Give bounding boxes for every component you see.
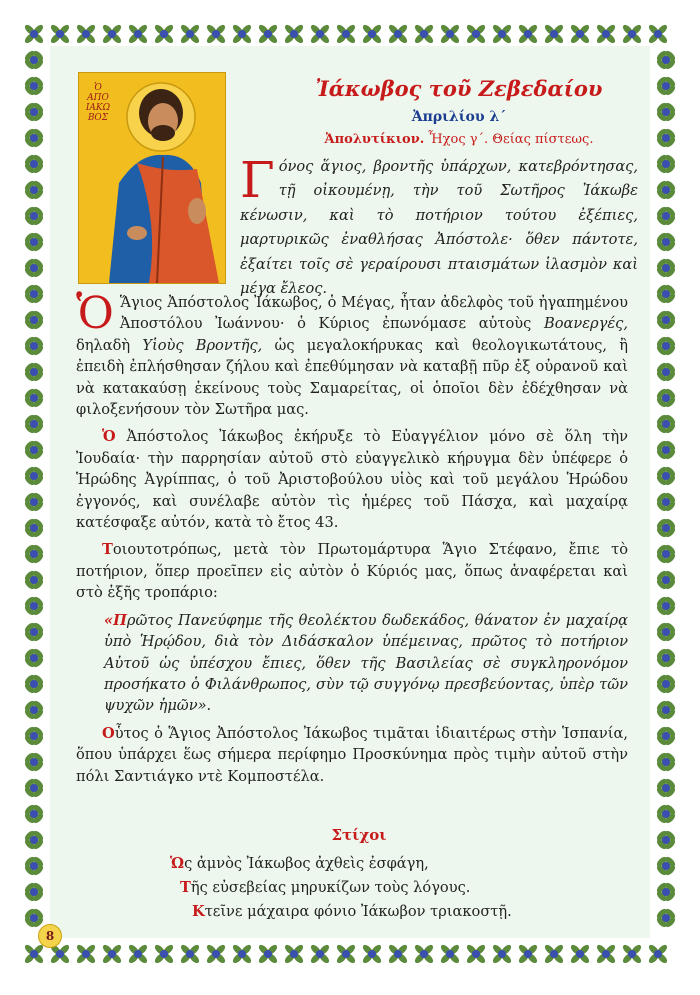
garland-sprig bbox=[621, 23, 642, 44]
garland-sprig bbox=[655, 257, 676, 278]
feast-date: Ἀπριλίου λ΄ bbox=[411, 109, 507, 125]
troparion-text: ρῶτος Πανεύφημε τῆς θεολέκτου δωδεκάδος, θάνατον ἐν μαχαίρᾳ ὑπὸ Ἡρῴδου, διὰ τὸν Διδάσκαλον ὑπέμεινας, πρῶτος τὸ ποτήριον Αὐτοῦ ὡς ὑπέσχου ἔπιες, ὅθεν τῆς Βασιλείας σὲ συγκληρονόμον προσήκατο ὁ Φιλάνθρωπος, σὺν τῷ συγγόνῳ πρεσβεύοντας, ὑπὲρ τῶν ψυχῶν ἡμῶν». bbox=[104, 611, 628, 715]
garland-sprig bbox=[655, 803, 676, 824]
stichos-2-initial: Τ bbox=[180, 879, 191, 896]
garland-sprig bbox=[413, 943, 434, 964]
garland-sprig bbox=[257, 23, 278, 44]
garland-sprig bbox=[23, 283, 44, 304]
garland-sprig bbox=[23, 101, 44, 122]
apolytikion-tone: Ἦχος γ΄. Θείας πίστεως. bbox=[428, 132, 594, 147]
garland-sprig bbox=[23, 335, 44, 356]
garland-sprig bbox=[655, 309, 676, 330]
garland-sprig bbox=[655, 569, 676, 590]
garland-sprig bbox=[23, 517, 44, 538]
garland-sprig bbox=[655, 387, 676, 408]
garland-sprig bbox=[23, 569, 44, 590]
paragraph-4-text: ὗτος ὁ Ἅγιος Ἀπόστολος Ἰάκωβος τιμᾶται ἰδιαιτέρως στὴν Ἱσπανία, ὅπου ὑπάρχει ἕως σήμερα περίφημο Προσκύνημα πρὸς τιμὴν αὐτοῦ στὴν πόλι Σαντιάγκο ντὲ Κομποστέλα. bbox=[76, 724, 628, 785]
apolytikion-label: Ἀπολυτίκιον. bbox=[324, 132, 425, 147]
garland-sprig bbox=[23, 803, 44, 824]
garland-sprig bbox=[621, 943, 642, 964]
garland-sprig bbox=[655, 231, 676, 252]
icon-inscription: Ὁ ΑΠΟ ΙΑΚΩ ΒΟΣ bbox=[85, 83, 111, 123]
garland-sprig bbox=[655, 439, 676, 460]
garland-sprig bbox=[647, 943, 668, 964]
garland-sprig bbox=[543, 23, 564, 44]
garland-sprig bbox=[647, 23, 668, 44]
garland-sprig bbox=[335, 943, 356, 964]
garland-sprig bbox=[23, 943, 44, 964]
apolytikion-heading bbox=[240, 132, 678, 147]
garland-sprig bbox=[23, 179, 44, 200]
garland-sprig bbox=[655, 595, 676, 616]
garland-sprig bbox=[655, 881, 676, 902]
garland-sprig bbox=[655, 517, 676, 538]
garland-sprig bbox=[569, 943, 590, 964]
garland-sprig bbox=[655, 361, 676, 382]
garland-sprig bbox=[439, 23, 460, 44]
garland-sprig bbox=[283, 943, 304, 964]
garland-sprig bbox=[231, 943, 252, 964]
garland-sprig bbox=[23, 595, 44, 616]
garland-sprig bbox=[335, 23, 356, 44]
garland-sprig bbox=[655, 699, 676, 720]
garland-sprig bbox=[23, 309, 44, 330]
garland-sprig bbox=[655, 647, 676, 668]
garland-sprig bbox=[23, 439, 44, 460]
garland-sprig bbox=[179, 943, 200, 964]
garland-sprig bbox=[655, 413, 676, 434]
quote-open-mark: « bbox=[104, 611, 114, 629]
garland-sprig bbox=[127, 943, 148, 964]
stichos-line-2 bbox=[170, 876, 630, 900]
garland-sprig bbox=[595, 23, 616, 44]
paragraph-4 bbox=[76, 723, 628, 787]
garland-sprig bbox=[517, 943, 538, 964]
paragraph-3-text: οιουτοτρόπως, μετὰ τὸν Πρωτομάρτυρα Ἅγιο Στέφανο, ἔπιε τὸ ποτήριον, ὅπερ προεῖπεν εἰς αὐτὸν ὁ Κύριός μας, ὅπως ἀναφέρεται καὶ στὸ ἑξῆς τροπάριο: bbox=[76, 541, 628, 602]
garland-sprig bbox=[655, 283, 676, 304]
garland-sprig bbox=[23, 491, 44, 512]
garland-sprig bbox=[387, 23, 408, 44]
stichos-line-3 bbox=[170, 900, 630, 924]
garland-sprig bbox=[205, 943, 226, 964]
garland-sprig bbox=[23, 257, 44, 278]
garland-sprig bbox=[23, 907, 44, 928]
garland-sprig bbox=[23, 543, 44, 564]
stichos-1-initial: Ὡ bbox=[170, 855, 185, 872]
garland-sprig bbox=[231, 23, 252, 44]
paragraph-1-drop-cap: Ὁ bbox=[76, 288, 114, 339]
garland-sprig bbox=[655, 335, 676, 356]
stichos-1-text: ς ἀμνὸς Ἰάκωβος ἀχθεὶς ἐσφάγη, bbox=[184, 855, 429, 872]
garland-sprig bbox=[23, 153, 44, 174]
garland-sprig bbox=[49, 23, 70, 44]
garland-sprig bbox=[517, 23, 538, 44]
garland-sprig bbox=[491, 943, 512, 964]
garland-sprig bbox=[595, 943, 616, 964]
garland-sprig bbox=[655, 751, 676, 772]
garland-sprig bbox=[655, 829, 676, 850]
stichoi-heading: Στίχοι bbox=[331, 826, 387, 844]
garland-sprig bbox=[655, 49, 676, 70]
troparion-quote bbox=[76, 610, 628, 717]
garland-sprig bbox=[23, 23, 44, 44]
garland-sprig bbox=[153, 23, 174, 44]
paragraph-3-initial: Τ bbox=[102, 541, 113, 559]
garland-sprig bbox=[543, 943, 564, 964]
garland-sprig bbox=[205, 23, 226, 44]
garland-sprig bbox=[257, 943, 278, 964]
garland-sprig bbox=[23, 361, 44, 382]
garland-sprig bbox=[75, 943, 96, 964]
hymn-body: όνος ἅγιος, βροντῆς ὑπάρχων, κατεβρόντησας, τῇ οἰκουμένῃ, τὴν τοῦ Σωτῆρος Ἰάκωβε κένωσιν, καὶ τὸ ποτήριον τούτου ἐξέπιες, μαρτυρικῶς ἐναθλήσας Ἀπόστολε· ὅθεν πάντοτε, ἐξαίτει τοῖς σὲ γεραίρουσι πταισμάτων ἱλασμὸν καὶ μέγα ἔλεος. bbox=[240, 158, 638, 298]
garland-sprig bbox=[439, 943, 460, 964]
garland-sprig bbox=[283, 23, 304, 44]
garland-sprig bbox=[101, 23, 122, 44]
apolytikion-text bbox=[240, 151, 638, 301]
saint-icon-image bbox=[78, 72, 226, 284]
garland-sprig bbox=[153, 943, 174, 964]
garland-sprig bbox=[23, 647, 44, 668]
stichos-3-text: τεῖνε μάχαιρα φόνιο Ἰάκωβον τριακοστῇ. bbox=[204, 903, 512, 920]
stichos-2-text: ῆς εὐσεβείας μηρυκίζων τοὺς λόγους. bbox=[190, 879, 471, 896]
garland-sprig bbox=[655, 855, 676, 876]
garland-sprig bbox=[23, 231, 44, 252]
garland-sprig bbox=[23, 725, 44, 746]
garland-sprig bbox=[655, 673, 676, 694]
garland-sprig bbox=[655, 777, 676, 798]
stichos-line-1 bbox=[170, 852, 630, 876]
biography-text bbox=[76, 288, 628, 793]
garland-sprig bbox=[655, 491, 676, 512]
page-title: Ἰάκωβος τοῦ Ζεβεδαίου bbox=[315, 76, 603, 101]
paragraph-1 bbox=[76, 288, 628, 420]
garland-sprig bbox=[309, 23, 330, 44]
garland-sprig bbox=[23, 75, 44, 96]
garland-sprig bbox=[23, 465, 44, 486]
garland-sprig bbox=[101, 943, 122, 964]
garland-sprig bbox=[491, 23, 512, 44]
garland-sprig bbox=[23, 673, 44, 694]
garland-sprig bbox=[569, 23, 590, 44]
stichoi-verses bbox=[170, 852, 630, 924]
paragraph-1-text-c: ὡς μεγαλοκήρυκας καὶ θεολογικωτάτους, ἢ ἐπειδὴ ἐπλήσθησαν ζήλου καὶ ἐπεθύμησαν νὰ καταβῇ πῦρ ἐξ οὐρανοῦ καὶ νὰ κατακαύσῃ ἐκείνους τοὺς Σαμαρείτας, οἱ ὁποῖοι δὲν ἐδέχθησαν νὰ φιλοξενήσουν τὸν Σωτῆρα μας. bbox=[76, 336, 628, 419]
garland-sprig bbox=[655, 907, 676, 928]
garland-sprig bbox=[309, 943, 330, 964]
garland-sprig bbox=[23, 621, 44, 642]
paragraph-1-text-b: δηλαδὴ bbox=[76, 336, 131, 354]
paragraph-3 bbox=[76, 539, 628, 603]
boanerges-term: Βοανεργές, bbox=[543, 315, 628, 333]
garland-sprig bbox=[361, 943, 382, 964]
garland-sprig bbox=[465, 943, 486, 964]
garland-sprig bbox=[465, 23, 486, 44]
garland-sprig bbox=[655, 205, 676, 226]
page-number: 8 bbox=[38, 924, 62, 948]
garland-sprig bbox=[655, 179, 676, 200]
paragraph-4-initial: Ο bbox=[102, 724, 115, 742]
paragraph-1-text-a: Ἅγιος Ἀπόστολος Ἰάκωβος, ὁ Μέγας, ἦταν ἀδελφὸς τοῦ ἠγαπημένου Ἀποστόλου Ἰωάννου· ὁ Κύριος ἐπωνόμασε αὐτοὺς bbox=[119, 294, 628, 333]
paragraph-2-text: Ἀπόστολος Ἰάκωβος ἐκήρυξε τὸ Εὐαγγέλιον μόνο σὲ ὅλη τὴν Ἰουδαία· τὴν παρρησίαν αὐτοῦ στὸ εὐαγγελικὸ κήρυγμα δὲν ὑπέφερε ὁ Ἡρώδης Ἀγρίππας, ὁ τοῦ Ἀριστοβούλου υἱὸς καὶ τοῦ μεγάλου Ἡρώδου ἐγγονός, καὶ συνέλαβε αὐτὸν τὶς ἡμέρες τοῦ Πάσχα, καὶ μαχαίρᾳ κατέσφαξε αὐτόν, κατὰ τὸ ἔτος 43. bbox=[76, 428, 628, 532]
garland-sprig bbox=[23, 777, 44, 798]
stichos-3-initial: Κ bbox=[192, 903, 205, 920]
hymn-drop-cap: Γ bbox=[240, 151, 275, 209]
garland-sprig bbox=[179, 23, 200, 44]
paragraph-2 bbox=[76, 426, 628, 533]
garland-sprig bbox=[655, 153, 676, 174]
garland-sprig bbox=[23, 49, 44, 70]
garland-sprig bbox=[23, 855, 44, 876]
paragraph-2-initial: Ὁ bbox=[102, 428, 116, 446]
garland-sprig bbox=[23, 413, 44, 434]
garland-sprig bbox=[23, 699, 44, 720]
garland-sprig bbox=[655, 465, 676, 486]
garland-sprig bbox=[655, 621, 676, 642]
garland-sprig bbox=[387, 943, 408, 964]
garland-sprig bbox=[127, 23, 148, 44]
garland-sprig bbox=[413, 23, 434, 44]
garland-sprig bbox=[361, 23, 382, 44]
garland-sprig bbox=[23, 751, 44, 772]
sons-of-thunder-term: Υἱοὺς Βροντῆς, bbox=[142, 336, 263, 354]
garland-sprig bbox=[23, 127, 44, 148]
garland-sprig bbox=[655, 543, 676, 564]
garland-sprig bbox=[655, 725, 676, 746]
troparion-initial: Π bbox=[113, 611, 127, 629]
garland-sprig bbox=[23, 205, 44, 226]
garland-sprig bbox=[75, 23, 96, 44]
garland-sprig bbox=[23, 829, 44, 850]
garland-sprig bbox=[23, 387, 44, 408]
garland-sprig bbox=[23, 881, 44, 902]
